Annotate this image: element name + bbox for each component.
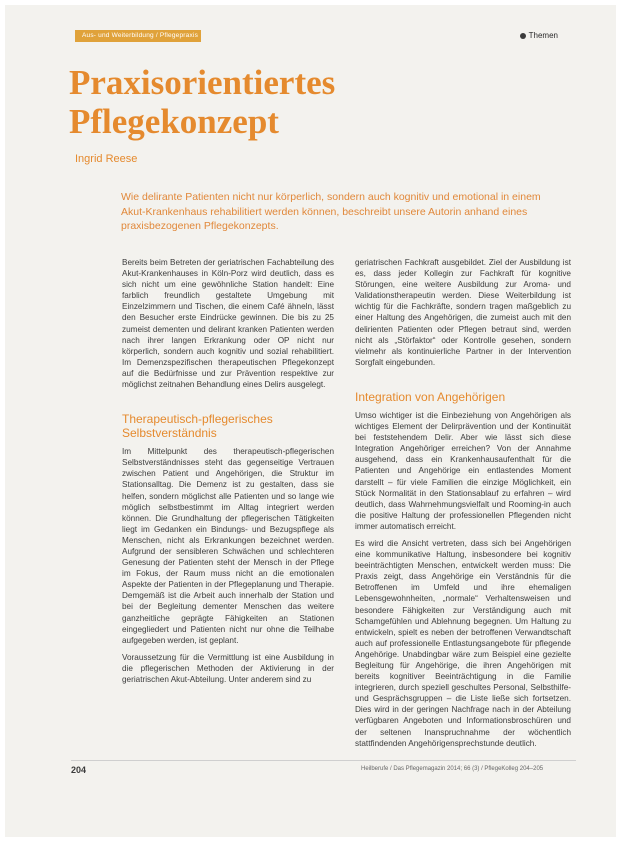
left-paragraph-3: Voraussetzung für die Vermittlung ist eine Ausbildung in die pflegerischen Methoden der Aktivierung in der geriatrischen Akut-Abteilung. Unter anderem sind zu [122, 652, 334, 684]
title-line-2: Pflegekonzept [69, 102, 279, 141]
right-paragraph-2: Umso wichtiger ist die Einbeziehung von Angehörigen als wichtiges Element der Delirprävention und der Kontinuität bei feststehendem Delir. Aber wie lässt sich diese Integration Angehöriger erreichen? Von der Annahme ausgehend, dass ein Krankenhausaufenthalt für die Patienten und Angehörige ein entlastendes Moment darstellt – für viele Familien die einzige Möglichkeit, ein Stück Normalität in den Stationsablauf zu erfahren – wird deutlich, dass Wahrnehmungsvielfalt und Rooming-in auch die positive Haltung der professionellen Pflegenden nicht immer automatisch erreicht. [355, 410, 571, 531]
left-paragraph-1: Bereits beim Betreten der geriatrischen Fachabteilung des Akut-Krankenhauses in Köln-Porz wird deutlich, dass es sich nicht um eine gewöhnliche Station handelt: Eine farblich freundlich gestaltete Umgebung mit Einzelzimmern und Tischen, die einem Café ähneln, lässt den Besucher erste Eindrücke gewinnen. Die bis zu 25 zumeist dementen und delirant kranken Patienten werden nach ihrer langen Erkrankung oder OP nicht nur körperlich, sondern auch kognitiv und sozial rehabilitiert. Im Demenzspezifischen therapeutischen Pflegekonzept auf die Bedürfnisse und zur Prävention respektive zur möglichst zeitnahen Behandlung eines Delirs ausgelegt. [122, 258, 334, 390]
lead-paragraph: Wie delirante Patienten nicht nur körperlich, sondern auch kognitiv und emotional in einem Akut-Krankenhaus rehabilitiert werden können, beschreibt unsere Autorin anhand eines praxisbezogenen Pflegekonzepts. [121, 191, 541, 232]
article-title [69, 63, 399, 141]
bullet-icon [520, 33, 526, 39]
right-paragraph-3: Es wird die Ansicht vertreten, dass sich bei Angehörigen eine kommunikative Haltung, insbesondere bei kognitiv beeinträchtigten Menschen, entwickelt werden muss: Die Praxis zeigt, dass Angehörige ein Verständnis für die Betroffenen im Umfeld und ihre ehemaligen Lebensgewohnheiten, „normale“ Verhaltensweisen und besondere Fähigkeiten zur Verständigung auch mit Schamgefühlen und Ablehnung begegnen. Um Haltung zu entwickeln, spielt es neben der betroffenen Verwandtschaft auch auf professionelle Entlastungsangebote für pflegende Angehörige. Unabdingbar wäre zum Beispiel eine gezielte Begleitung für Angehörige, die ihren Angehörigen mit bereits kognitiver Beeinträchtigung in die Familie integrieren, durch speziell geschultes Personal, Selbsthilfe- und Gesprächsgruppen – die Liste ließe sich fortsetzen. Dies wird in der geringen Nachfrage nach in der Abteilung verfügbaren Angeboten und Informationsbroschüren und der seltenen Inanspruchnahme der wöchentlich stattfindenden Angehörigensprechstunde deutlich. [355, 538, 571, 748]
subheading-relatives: Integration von Angehörigen [355, 389, 506, 404]
magazine-page [5, 5, 616, 837]
author-name: Ingrid Reese [75, 153, 138, 165]
right-column [355, 257, 571, 749]
subheading-therapeutic: Therapeutisch-pflegerisches Selbstverständnis [122, 412, 273, 441]
left-paragraph-2: Im Mittelpunkt des therapeutisch-pflegerischen Selbstverständnisses steht das gegenseitige Vertrauen zwischen Patient und Angehörigen, die Struktur im Stationsalltag. Die Demenz ist zu gestalten, dass sie helfen, sondern möglichst alle Patienten und so lange wie möglich selbstbestimmt im Alltag integriert werden können. Die Grundhaltung der pflegerischen Tätigkeiten liegt im Gedanken ein Bindungs- und Bezugspflege als Menschen, nicht als Erkrankungen bezeichnet werden. Aufgrund der sensibleren Schwächen und schlechteren Genesung der Patienten steht der Mensch in der Pflege im Fokus, der Raum muss nicht an die emotionalen Aspekte der Patienten in der Pflegeplanung und Therapie. Demgemäß ist die Arbeit auch innerhalb der Station und bei der Begleitung dementer Menschen das weitere ganzheitliche geprägte Fähigkeiten an Stationen eingegliedert und Patienten nicht nur ohne die Teilhabe aufgegeben werden, ist geplant. [122, 447, 334, 645]
title-line-1: Praxisorientiertes [69, 63, 336, 102]
page-number: 204 [71, 765, 87, 775]
footer-divider [71, 760, 576, 761]
left-column [122, 257, 334, 685]
section-label [520, 31, 558, 40]
category-tag-label: Aus- und Weiterbildung / Pflegepraxis [82, 32, 199, 39]
section-label-text: Themen [528, 31, 558, 40]
category-tag [75, 30, 201, 42]
right-paragraph-1: geriatrischen Fachkraft ausgebildet. Ziel der Ausbildung ist es, dass jeder Kollegin zur Fachkraft für kognitive Störungen, eine weitere Ausbildung zur Aroma- und Validationstherapeutin werden. Diese Weiterbildung ist wichtig für die Fachkräfte, sondern tragen maßgeblich zu einer Haltung des Angehörigen, die zumeist auch mit den delirienten Patienten oder Pflegen betraut sind, werden nicht als „Störfaktor“ oder Kontrolle gesehen, sondern vielmehr als kontinuierliche Partner in der Intervention Sorgfalt eingebunden. [355, 258, 571, 367]
footer-source: Heilberufe / Das Pflegemagazin 2014; 66 (3) / PflegeKolleg 204–205 [361, 766, 544, 772]
